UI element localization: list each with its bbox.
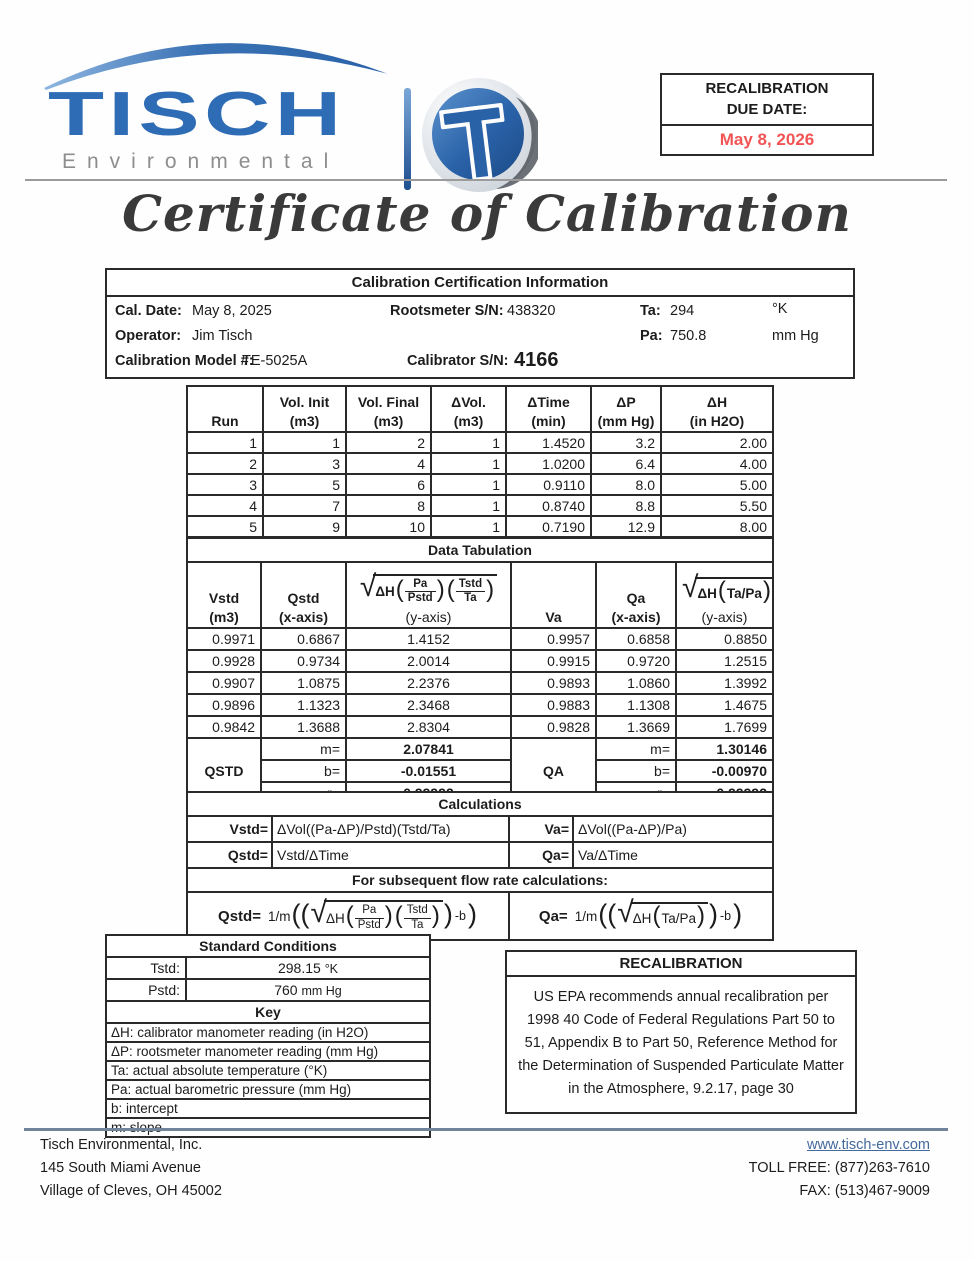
qa-flow-formula: Qa= 1/m (( √ ΔH ( Ta/Pa ) ) -b ) xyxy=(509,892,773,940)
tabulation-row: 0.9928 0.9734 2.0014 0.9915 0.9720 1.2515 xyxy=(187,650,773,672)
va-formula: ΔVol((Pa-ΔP)/Pa) xyxy=(573,816,773,842)
tabulation-row: 0.9842 1.3688 2.8304 0.9828 1.3669 1.7699 xyxy=(187,716,773,738)
qstd-yaxis-formula: √ ΔH ( $\frac{Pa}{\text{Pstd}}$ ) ( $\frac{\text{Tstd}}{Ta}$ ) (y-axis) xyxy=(346,562,511,628)
run-row: 4 7 8 1 0.8740 8.8 5.50 xyxy=(187,495,773,516)
brand-subtitle: Environmental xyxy=(62,150,340,173)
run-table-header-row: Run Vol. Init (m3) Vol. Final (m3) ΔVol. (m3) ΔTime (min) ΔP (mm Hg) ΔH (in H2O) xyxy=(187,386,773,432)
footer-divider xyxy=(24,1128,948,1131)
subsequent-flow-title: For subsequent flow rate calculations: xyxy=(187,868,773,892)
ta-label: Ta: xyxy=(640,303,661,319)
calibrator-value: 4166 xyxy=(514,349,559,371)
key-item: ΔP: rootsmeter manometer reading (mm Hg) xyxy=(106,1042,430,1061)
rootsmeter-label: Rootsmeter S/N: xyxy=(390,303,504,319)
tabulation-stats-row: QSTD m= 2.07841 QA m= 1.30146 xyxy=(187,738,773,760)
recal-due-line2: DUE DATE: xyxy=(726,101,808,118)
recalibration-note-body: US EPA recommends annual recalibration per 1998 40 Code of Federal Regulations Part 50 to 51, Appendix B to Part 50, Reference Method for the Determination of Suspended Particulate Matter in the Atmosphere, 9.2.17, page 30 xyxy=(518,989,844,1097)
footer-company: Tisch Environmental, Inc. xyxy=(40,1137,203,1153)
calibrator-label: Calibrator S/N: xyxy=(407,353,509,369)
ta-value: 294 xyxy=(670,303,695,319)
qstd-intercept: -0.01551 xyxy=(346,760,511,782)
pa-label: Pa: xyxy=(640,328,663,344)
website-link[interactable]: www.tisch-env.com xyxy=(806,1137,930,1153)
run-data-table xyxy=(186,385,774,538)
qstd-block-label: QSTD xyxy=(187,738,261,804)
qa-slope: 1.30146 xyxy=(676,738,773,760)
cal-date-label: Cal. Date: xyxy=(115,303,182,319)
pa-value: 750.8 xyxy=(670,328,707,344)
recalibration-due-box xyxy=(660,73,874,156)
tabulation-stats-row: b= -0.01551 b= -0.00970 xyxy=(187,760,773,782)
key-item: ΔH: calibrator manometer reading (in H2O) xyxy=(106,1023,430,1042)
run-row: 1 1 2 1 1.4520 3.2 2.00 xyxy=(187,432,773,453)
calc-row: Qstd= Vstd/ΔTime Qa= Va/ΔTime xyxy=(187,842,773,868)
operator-label: Operator: xyxy=(115,328,182,344)
calc-row: Vstd= ΔVol((Pa-ΔP)/Pstd)(Tstd/Ta) Va= ΔVol((Pa-ΔP)/Pa) xyxy=(187,816,773,842)
flow-rate-formula-row xyxy=(187,892,773,940)
recalibration-note-box xyxy=(505,950,857,1114)
cert-info-title: Calibration Certification Information xyxy=(107,270,853,297)
tabulation-row: 0.9896 1.1323 2.3468 0.9883 1.1308 1.4675 xyxy=(187,694,773,716)
tabulation-header-row: Vstd (m3) Qstd (x-axis) √ ΔH ( $\frac{Pa}{\text{Pstd}}$ ) ( $\frac{\text{Tstd}}{Ta}$ ) (y-axis) Va Qa (x-axis) √ ΔH ( Ta/Pa ) (y-axis) xyxy=(187,562,773,628)
footer-contact-block xyxy=(749,1134,930,1203)
cert-info-box xyxy=(105,268,855,379)
key-item: Ta: actual absolute temperature (°K) xyxy=(106,1061,430,1080)
vstd-formula: ΔVol((Pa-ΔP)/Pstd)(Tstd/Ta) xyxy=(272,816,509,842)
data-tabulation-table xyxy=(186,537,774,805)
calculations-table xyxy=(186,791,774,941)
document-title: Certificate of Calibration xyxy=(122,184,852,243)
key-title: Key xyxy=(106,1001,430,1023)
footer-fax: FAX: (513)467-9009 xyxy=(799,1183,930,1199)
logo-divider-bar xyxy=(404,88,411,190)
run-row: 3 5 6 1 0.9110 8.0 5.00 xyxy=(187,474,773,495)
footer-address1: 145 South Miami Avenue xyxy=(40,1160,201,1176)
footer-address2: Village of Cleves, OH 45002 xyxy=(40,1183,222,1199)
model-label: Calibration Model #: xyxy=(115,353,254,369)
qa-yaxis-formula: √ ΔH ( Ta/Pa ) (y-axis) xyxy=(676,562,773,628)
standard-conditions-table xyxy=(105,934,431,1138)
key-item: b: intercept xyxy=(106,1099,430,1118)
cal-date-value: May 8, 2025 xyxy=(192,303,272,319)
pstd-value: 760 xyxy=(274,982,298,998)
standard-conditions-title: Standard Conditions xyxy=(106,935,430,957)
qa-block-label: QA xyxy=(511,738,596,804)
pstd-row: Pstd: 760 mm Hg xyxy=(106,979,430,1001)
qstd-slope: 2.07841 xyxy=(346,738,511,760)
header-divider xyxy=(25,179,947,181)
operator-value: Jim Tisch xyxy=(192,328,253,344)
tabulation-row: 0.9971 0.6867 1.4152 0.9957 0.6858 0.8850 xyxy=(187,628,773,650)
brand-wordmark: TISCH xyxy=(48,80,346,149)
qstd-formula-simple: Vstd/ΔTime xyxy=(272,842,509,868)
recal-due-line1: RECALIBRATION xyxy=(705,80,829,97)
ta-unit: °K xyxy=(772,301,788,317)
tstd-value: 298.15 xyxy=(277,960,321,976)
rootsmeter-value: 438320 xyxy=(507,303,556,319)
tabulation-row: 0.9907 1.0875 2.2376 0.9893 1.0860 1.3992 xyxy=(187,672,773,694)
key-item: Pa: actual barometric pressure (mm Hg) xyxy=(106,1080,430,1099)
tstd-unit: °K xyxy=(324,962,339,976)
pa-unit: mm Hg xyxy=(772,328,819,344)
tisch-t-ball-icon xyxy=(420,76,538,194)
run-row: 5 9 10 1 0.7190 12.9 8.00 xyxy=(187,516,773,537)
pstd-unit: mm Hg xyxy=(301,984,342,998)
qstd-flow-formula: Qstd= 1/m (( √ ΔH ( $\frac{Pa}{\text{Pstd}}$ ) ( $\frac{\text{Tstd}}{Ta}$ ) ) -b ) xyxy=(187,892,509,940)
qa-formula-simple: Va/ΔTime xyxy=(573,842,773,868)
data-tabulation-title: Data Tabulation xyxy=(187,538,773,562)
recalibration-note-title: RECALIBRATION xyxy=(507,952,855,977)
footer-toll-free: TOLL FREE: (877)263-7610 xyxy=(748,1160,930,1176)
tstd-row: Tstd: 298.15 °K xyxy=(106,957,430,979)
calculations-title: Calculations xyxy=(187,792,773,816)
qa-intercept: -0.00970 xyxy=(676,760,773,782)
run-row: 2 3 4 1 1.0200 6.4 4.00 xyxy=(187,453,773,474)
recal-due-date: May 8, 2026 xyxy=(719,130,815,149)
footer-address-block xyxy=(40,1134,222,1203)
model-value: TE-5025A xyxy=(242,353,308,369)
